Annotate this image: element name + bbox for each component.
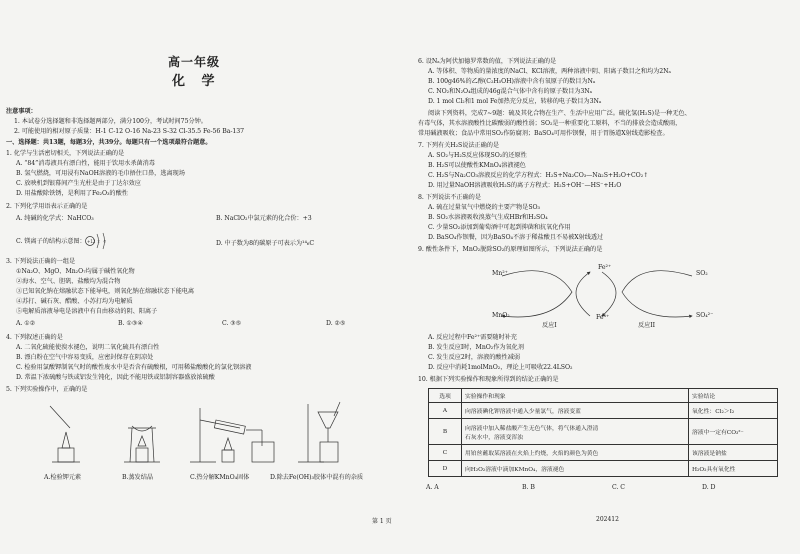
q9-option: A. 反应过程中Fe²⁺需要随时补充 [428,334,517,341]
table-row [429,461,778,477]
q6-option: C. NO₂和N₂O₄组成的46g混合气体中含有的原子数目为3Nₐ [428,88,592,95]
passage-line: 常用碱液吸收；食品中常用SO₂作防腐剂；BaSO₄可用作钡餐，用于胃肠道X射线造影检查。 [418,130,669,137]
q1-option: B. 氢气燃烧，可用浸有NaOH溶液的毛巾捂住口鼻，逃离现场 [16,170,185,177]
q10-table [428,388,778,477]
table-header-cell: 实验结论 [689,389,778,403]
table-row [429,419,778,445]
q3-item: ①Na₂O、MgO、Mn₂O₇均属于碱性氧化物 [16,268,135,275]
note-line: 2. 可能使用的相对原子质量：H-1 C-12 O-16 Na-23 S-32 Cl-35.5 Fe-56 Ba-137 [14,128,245,135]
q4-option: D. 常温下浓硫酸与铁或铝发生钝化，因此不能用铁或铝制容器盛放浓硫酸 [16,374,215,381]
q3-item: ⑤电解质溶液导电是溶液中有自由移动的阴、阳离子 [16,308,158,315]
diagram-so4: SO₄²⁻ [696,312,714,319]
magnesium-ion-diagram [84,230,112,252]
table-cell: C [429,445,462,461]
q9-stem: 9. 酸性条件下，MnO₂脱除SO₂的原理如图所示，下列说法正确的是 [418,246,603,253]
q10-choice: B. B [522,484,535,491]
table-cell: H₂O₂具有氧化性 [689,461,778,477]
table-row [429,445,778,461]
table-cell: A [429,403,462,419]
q2-option: B. NaClO₂中氯元素的化合价：+3 [216,215,312,222]
q3-item: ④苏打、碱石灰、醋酸、小苏打均为电解质 [16,298,133,305]
q10-choice: C. C [612,484,625,491]
diagram-fe2: Fe²⁺ [598,264,612,271]
diagram-mno2: MnO₂ [492,312,510,319]
q9-option: B. 发生反应I时，MnO₂作为氧化剂 [428,344,524,351]
table-header-cell: 实验操作和现象 [462,389,689,403]
q10-stem: 10. 根据下列实验操作和现象所得到的结论正确的是 [418,376,559,383]
table-header-cell: 选项 [429,389,462,403]
q7-option: D. 用过量NaOH溶液吸收H₂S的离子方程式：H₂S+OH⁻—HS⁻+H₂O [428,182,622,189]
q5-stem: 5. 下列实验操作中，正确的是 [6,386,88,393]
q2-option: C. 镁离子的结构示意图： [16,238,86,245]
q6-option: A. 等体积、等物质的量浓度的NaCl、KCl溶液，两种溶液中阴、阳离子数目之和均为2Nₐ [428,68,671,75]
q9-option: D. 反应中消耗1molMnO₂，理论上可吸收22.4LSO₂ [428,364,573,371]
q5-caption: D.除去Fe(OH)₃胶体中混有的杂质 [270,474,364,481]
page-number: 第 1 页 [372,518,392,525]
q7-option: B. H₂S可以使酸性KMnO₄溶液褪色 [428,162,526,169]
table-header-row [429,389,778,403]
cycle-arc-left [502,271,572,317]
svg-text:+12: +12 [87,239,96,244]
table-cell: D [429,461,462,477]
q4-option: A. 二氧化硫能使溴水褪色，说明二氧化硫具有漂白性 [16,344,160,351]
table-row [429,403,778,419]
diagram-mn2: Mn²⁺ [492,270,508,277]
subject-title: 化 学 [172,74,221,89]
q3-choice: B. ①③④ [118,320,143,327]
diagram-reaction1: 反应I [542,322,557,329]
q2-option: A. 纯碱的化学式：NaHCO₃ [16,215,94,222]
q10-choice: A. A [426,484,439,491]
q6-option: B. 100g46%的乙醇(C₂H₅OH)溶液中含有氧原子的数目为Nₐ [428,78,596,85]
q6-stem: 6. 设Nₐ为阿伏加德罗常数的值，下列说法正确的是 [418,58,557,65]
q4-stem: 4. 下列叙述正确的是 [6,334,63,341]
table-cell: 该溶液是钠盐 [689,445,778,461]
q1-option: A. “84”消毒液具有漂白性，能用于饮用水杀菌消毒 [16,160,155,167]
burner-flame-test-figure [50,406,80,462]
q1-stem: 1. 化学与生活密切相关，下列说法正确的是 [6,150,125,157]
svg-text:2: 2 [97,239,100,244]
q5-caption: C.热分解KMnO₄固体 [190,474,250,481]
q8-stem: 8. 下列说法不正确的是 [418,194,481,201]
q5-caption: A.检验钾元素 [44,474,82,481]
q5-apparatus-figures [40,398,380,472]
diagram-so2: SO₂ [696,270,708,277]
q1-option: D. 用盐酸除铁锈，是利用了Fe₂O₃的酸性 [16,190,128,197]
diagram-reaction2: 反应II [638,322,656,329]
q6-option: D. 1 mol Cl₂和1 mol Fe加热充分反应，转移的电子数目为3Nₐ [428,98,602,105]
section-heading: 一、选择题：共13题，每题3分，共39分。每题只有一个选项最符合题意。 [6,139,212,146]
evaporating-dish-figure [124,426,160,462]
q7-option: A. SO₂与H₂S反应体现SO₂的还原性 [428,152,527,159]
note-line: 1. 本试卷分选择题和非选择题两部分，满分100分，考试时间75分钟。 [14,118,207,125]
passage-line: 有毒气体，其水溶液酸性比碳酸弱的酸性弱；SO₂是一种重要化工原料，不当的排放会造成酸雨， [418,120,682,127]
table-cell: 溶液中一定有CO₃²⁻ [689,419,778,445]
notes-title: 注意事项： [6,108,37,115]
q2-stem: 2. 下列化学用语表示正确的是 [6,203,88,210]
q9-option: C. 发生反应2时，溶液的酸性减弱 [428,354,520,361]
cycle-arc-right [622,271,692,317]
q3-stem: 3. 下列说法正确的一组是 [6,258,76,265]
test-tube-heating-figure [190,408,274,462]
cycle-arc-mid-right [602,272,616,316]
diagram-fe3: Fe³⁺ [596,314,610,321]
table-cell: 向溶液碘化钾溶液中通入少量氯气，溶液变蓝 [462,403,689,419]
q3-choice: A. ①② [16,320,36,327]
q4-option: B. 漂白粉在空气中容易变质，应密封保存在阴凉处 [16,354,154,361]
q1-option: C. 放映机到银幕间产生光柱是由于丁达尔效应 [16,180,141,187]
q7-stem: 7. 下列有关H₂S说法正确的是 [418,142,500,149]
q10-choice: D. D [702,484,716,491]
q8-option: C. 少量SO₂添加到葡萄酒中可起到抑菌和抗氧化作用 [428,224,571,231]
passage-line: 阅读下列资料，完成7~9题：硫及其化合物在生产、生活中应用广泛。硫化氢(H₂S)是一种无色、 [428,110,691,117]
table-cell: 向H₂O₂溶液中滴加KMnO₄，溶液褪色 [462,461,689,477]
q7-option: C. H₂S与Na₂CO₃溶液反应的化学方程式：H₂S+Na₂CO₃—Na₂S+H₂O+CO₂↑ [428,172,649,179]
q3-item: ②海水、空气、胆矾、盐酸均为混合物 [16,278,121,285]
table-cell: 向溶液中加入稀盐酸产生无色气体，将气体通入澄清 石灰水中，溶液变浑浊 [462,419,689,445]
q2-option: D. 中子数为8的碳原子可表示为¹⁴₆C [216,240,315,247]
q4-option: C. 检验用氯酸钾制氧气时的酸性废水中是否含有硫酸根，可用稀盐酸酸化的氯化钡溶液 [16,364,252,371]
table-cell: B [429,419,462,445]
q3-item: ③已知氧化钠在熔融状态下能导电，则氧化钠在熔融状态下能电离 [16,288,194,295]
filtration-figure [298,402,340,462]
q8-option: A. 硫在过量氧气中燃烧的主要产物是SO₃ [428,204,540,211]
q3-choice: D. ②⑤ [326,320,346,327]
svg-text:8: 8 [103,239,106,244]
cycle-arc-mid-left [576,272,590,316]
exam-code: 202412 [596,516,619,523]
q8-option: B. SO₂水溶液吸收溴蒸气生成HBr和H₂SO₄ [428,214,548,221]
q8-option: D. BaSO₄作钡餐，因为BaSO₄不溶于稀盐酸且不易被X射线透过 [428,234,604,241]
grade-title: 高一年级 [168,55,221,69]
q3-choice: C. ③⑤ [222,320,242,327]
table-cell: 用铂丝蘸取某溶液在火焰上灼烧，火焰的颜色为黄色 [462,445,689,461]
table-cell: 氧化性：Cl₂＞I₂ [689,403,778,419]
q5-caption: B.蒸发结晶 [122,474,153,481]
